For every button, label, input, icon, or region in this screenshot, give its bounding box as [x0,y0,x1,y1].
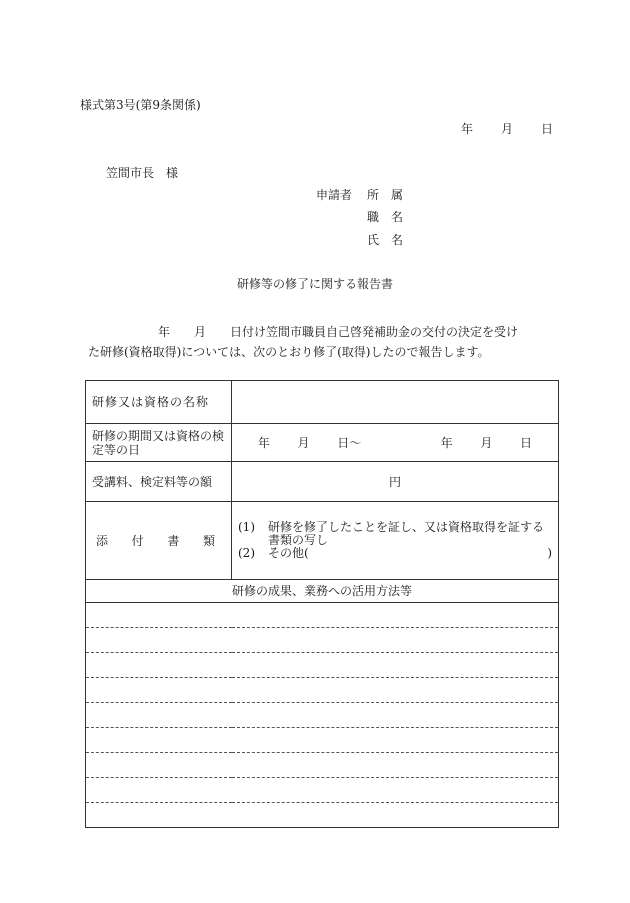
attach-char-3: 書 [167,533,180,548]
attachment-item [238,521,552,547]
results-line[interactable] [86,653,559,678]
report-body [90,322,560,362]
results-line[interactable] [86,628,559,653]
results-line[interactable] [86,703,559,728]
results-line[interactable] [86,728,559,753]
training-period-label: 研修の期間又は資格の検定等の日 [86,424,232,462]
period-end-month: 月 [480,435,493,450]
period-end-year: 年 [440,435,453,450]
results-header: 研修の成果、業務への活用方法等 [86,580,559,603]
results-line[interactable] [86,603,559,628]
attachment-text: その他( [268,546,309,560]
period-start-month: 月 [297,435,310,450]
period-start-day: 日〜 [337,435,362,450]
date-month: 月 [501,122,514,136]
attachments-label [86,502,232,580]
results-line[interactable] [86,778,559,803]
attach-char-1: 添 [96,533,109,548]
results-line[interactable] [86,678,559,703]
form-number: 様式第3号(第9条関係) [80,98,201,112]
training-name-field[interactable] [232,381,559,424]
attach-char-4: 類 [202,533,215,548]
training-period-field[interactable] [232,424,559,462]
applicant-name-label: 氏 名 [367,233,404,247]
date-day: 日 [541,122,554,136]
body-line-1: 年 月 日付け笠間市職員自己啓発補助金の交付の決定を受け [158,325,519,339]
attachment-text: 研修を修了したことを証し、又は資格取得を証する書類の写し [268,520,545,547]
results-line[interactable] [86,803,559,828]
results-line[interactable] [86,753,559,778]
applicant-position-label: 職 名 [367,210,404,224]
date-year: 年 [461,122,474,136]
period-end-day: 日 [520,435,533,450]
report-date [461,122,553,136]
applicant-affiliation-label: 所 属 [367,188,404,202]
attach-char-2: 付 [131,533,144,548]
training-name-label: 研修又は資格の名称 [86,381,232,424]
fee-label: 受講料、検定料等の額 [86,462,232,502]
document-title: 研修等の修了に関する報告書 [236,277,393,291]
period-values [238,436,552,450]
fee-field[interactable] [232,462,559,502]
fee-unit: 円 [388,474,401,489]
applicant-label: 申請者 [316,188,353,202]
body-line-2: た研修(資格取得)については、次のとおり修了(取得)したので報告します。 [88,345,490,359]
attachment-close-paren: ) [547,546,552,560]
attachment-item [238,547,552,560]
addressee: 笠間市長 様 [106,166,179,180]
attachment-number: (2) [238,546,255,560]
period-start-year: 年 [257,435,270,450]
attachment-number: (1) [238,520,255,534]
attachments-list [232,502,559,580]
report-table [85,380,559,828]
